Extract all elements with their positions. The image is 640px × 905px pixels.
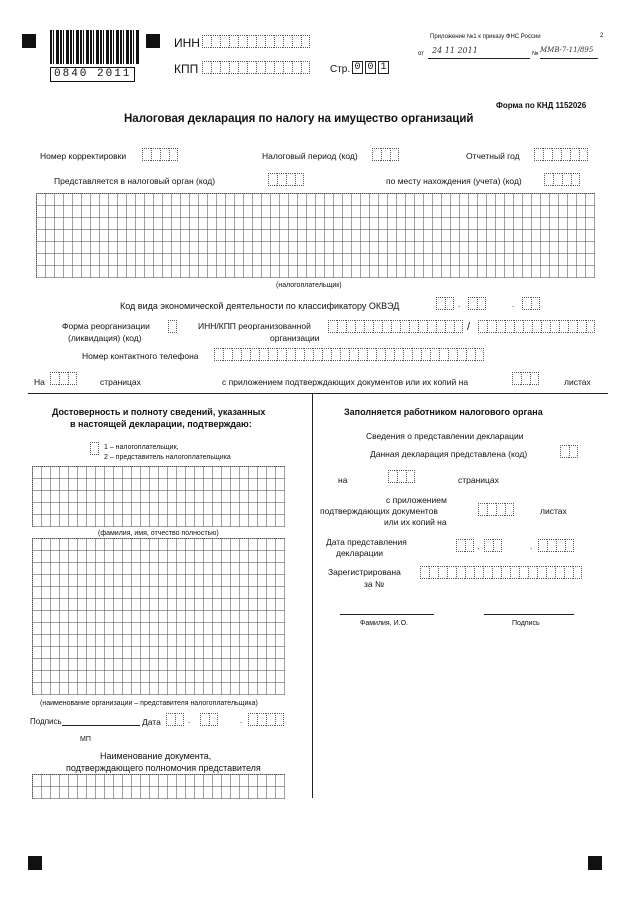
org-caption: (наименование организации – представителя налогоплательщика) <box>40 700 258 707</box>
attach-sheets-cells[interactable] <box>512 372 539 385</box>
report-year-cells[interactable] <box>534 148 588 161</box>
left-heading-1: Достоверность и полноту сведений, указанных <box>52 407 266 417</box>
okved-label: Код вида экономической деятельности по классификатору ОКВЭД <box>120 301 400 311</box>
inn-cells[interactable] <box>202 35 310 48</box>
signature-label: Подпись <box>30 717 62 726</box>
pages-word: страницах <box>100 377 141 387</box>
appendix-note: Приложение №1 к приказу ФНС России <box>430 34 541 40</box>
form-knd: Форма по КНД 1152026 <box>496 101 587 110</box>
attach-docs-label: с приложением подтверждающих документов или их копий на <box>222 377 469 387</box>
signer-opt-1: 1 – налогоплательщик, <box>104 444 179 451</box>
left-heading-2: в настоящей декларации, подтверждаю: <box>70 419 252 429</box>
form-title: Налоговая декларация по налогу на имущество организаций <box>124 113 474 125</box>
registered-label-1: Зарегистрирована <box>328 567 401 577</box>
reorg-slash: / <box>467 321 471 333</box>
okved-sep: . <box>512 299 515 309</box>
date-day-cells[interactable] <box>166 713 184 726</box>
pages-cells[interactable] <box>50 372 77 385</box>
tax-period-cells[interactable] <box>372 148 399 161</box>
right-date-sep: . <box>477 541 480 551</box>
order-date-line <box>428 58 530 59</box>
appendix-number: 2 <box>600 33 604 39</box>
report-year-label: Отчетный год <box>466 151 520 161</box>
page-digit: 0 <box>352 61 363 74</box>
order-from-label: от <box>418 51 424 57</box>
fio-grid[interactable] <box>32 466 285 527</box>
right-subheading: Сведения о представлении декларации <box>366 431 524 441</box>
org-name-grid[interactable] <box>32 538 285 695</box>
doc-name-label-2: подтверждающего полномочия представителя <box>66 763 261 773</box>
signature-line[interactable] <box>62 725 140 726</box>
signer-type-cell[interactable] <box>90 442 99 455</box>
right-pages-cells[interactable] <box>388 470 415 483</box>
right-pages-word: страницах <box>458 475 499 485</box>
right-date-label-2: декларации <box>336 548 384 558</box>
date-sep: . <box>188 715 191 725</box>
sign-line[interactable] <box>484 614 574 615</box>
right-attach-3: или их копий на <box>384 517 447 527</box>
page-number-boxes <box>352 61 389 74</box>
okved-cells-2[interactable] <box>468 297 486 310</box>
date-month-cells[interactable] <box>200 713 218 726</box>
page-digit: 1 <box>378 61 389 74</box>
horizontal-divider <box>28 393 608 394</box>
right-attach-2: подтверждающих документов <box>320 506 438 516</box>
barcode-number: 0840 2011 <box>50 67 135 82</box>
tax-authority-label: Представляется в налоговый орган (код) <box>54 176 216 186</box>
corner-marker-top-mid <box>146 34 160 48</box>
date-sep: . <box>240 715 243 725</box>
inn-label: ИНН <box>174 36 200 50</box>
registered-cells[interactable] <box>420 566 582 579</box>
order-date-handwritten: 24 11 2011 <box>432 46 478 55</box>
page-label: Стр. <box>330 64 351 75</box>
fio-caption: (фамилия, имя, отчество полностью) <box>98 530 219 537</box>
right-date-day[interactable] <box>456 539 474 552</box>
order-no-label: № <box>532 51 539 57</box>
reorg-inn-label-1: ИНН/КПП реорганизованной <box>198 321 311 331</box>
reorg-form-label-1: Форма реорганизации <box>62 321 150 331</box>
reorg-form-label-2: (ликвидация) (код) <box>68 333 142 343</box>
right-heading: Заполняется работником налогового органа <box>344 407 543 417</box>
right-date-label-1: Дата представления <box>326 537 407 547</box>
okved-sep: . <box>458 299 461 309</box>
reorg-inn-label-2: организации <box>270 333 320 343</box>
okved-cells-1[interactable] <box>436 297 454 310</box>
right-sheets-word: листах <box>540 506 567 516</box>
corner-marker-top-left <box>22 34 36 48</box>
okved-cells-3[interactable] <box>522 297 540 310</box>
submitted-code-cells[interactable] <box>560 445 578 458</box>
pages-on-label: На <box>34 377 45 387</box>
registered-label-2: за № <box>364 579 385 589</box>
vertical-divider <box>312 393 313 798</box>
right-date-year[interactable] <box>538 539 574 552</box>
tax-authority-cells[interactable] <box>268 173 304 186</box>
tax-period-label: Налоговый период (код) <box>262 151 358 161</box>
order-no-line <box>540 58 598 59</box>
location-cells[interactable] <box>544 173 580 186</box>
doc-name-label-1: Наименование документа, <box>100 751 212 761</box>
page-digit: 0 <box>365 61 376 74</box>
corner-marker-bottom-right <box>588 856 602 870</box>
reorg-form-cells[interactable] <box>168 320 177 333</box>
right-fio-caption: Фамилия, И.О. <box>360 620 408 627</box>
phone-label: Номер контактного телефона <box>82 351 199 361</box>
date-label: Дата <box>142 717 161 727</box>
date-year-cells[interactable] <box>248 713 284 726</box>
reorg-kpp-cells[interactable] <box>478 320 595 333</box>
doc-name-grid[interactable] <box>32 774 285 799</box>
sheets-word: листах <box>564 377 591 387</box>
location-label: по месту нахождения (учета) (код) <box>386 176 522 186</box>
order-no-handwritten: ММВ-7-11/895 <box>540 46 594 54</box>
right-sheets-cells[interactable] <box>478 503 514 516</box>
stamp-label: МП <box>80 736 91 743</box>
submitted-code-label: Данная декларация представлена (код) <box>370 449 528 459</box>
correction-label: Номер корректировки <box>40 151 127 161</box>
corner-marker-bottom-left <box>28 856 42 870</box>
fio-line[interactable] <box>340 614 434 615</box>
right-on-label: на <box>338 475 348 485</box>
kpp-cells[interactable] <box>202 61 310 74</box>
signer-opt-2: 2 – представитель налогоплательщика <box>104 454 231 461</box>
right-date-sep: . <box>530 541 533 551</box>
right-sign-caption: Подпись <box>512 620 540 627</box>
reorg-inn-cells[interactable] <box>328 320 463 333</box>
right-attach-1: с приложением <box>386 495 447 505</box>
right-date-month[interactable] <box>484 539 502 552</box>
taxpayer-name-grid[interactable] <box>36 193 595 278</box>
barcode <box>50 30 140 64</box>
kpp-label: КПП <box>174 62 199 76</box>
correction-cells[interactable] <box>142 148 178 161</box>
phone-cells[interactable] <box>214 348 484 361</box>
taxpayer-caption: (налогоплательщик) <box>276 282 342 289</box>
